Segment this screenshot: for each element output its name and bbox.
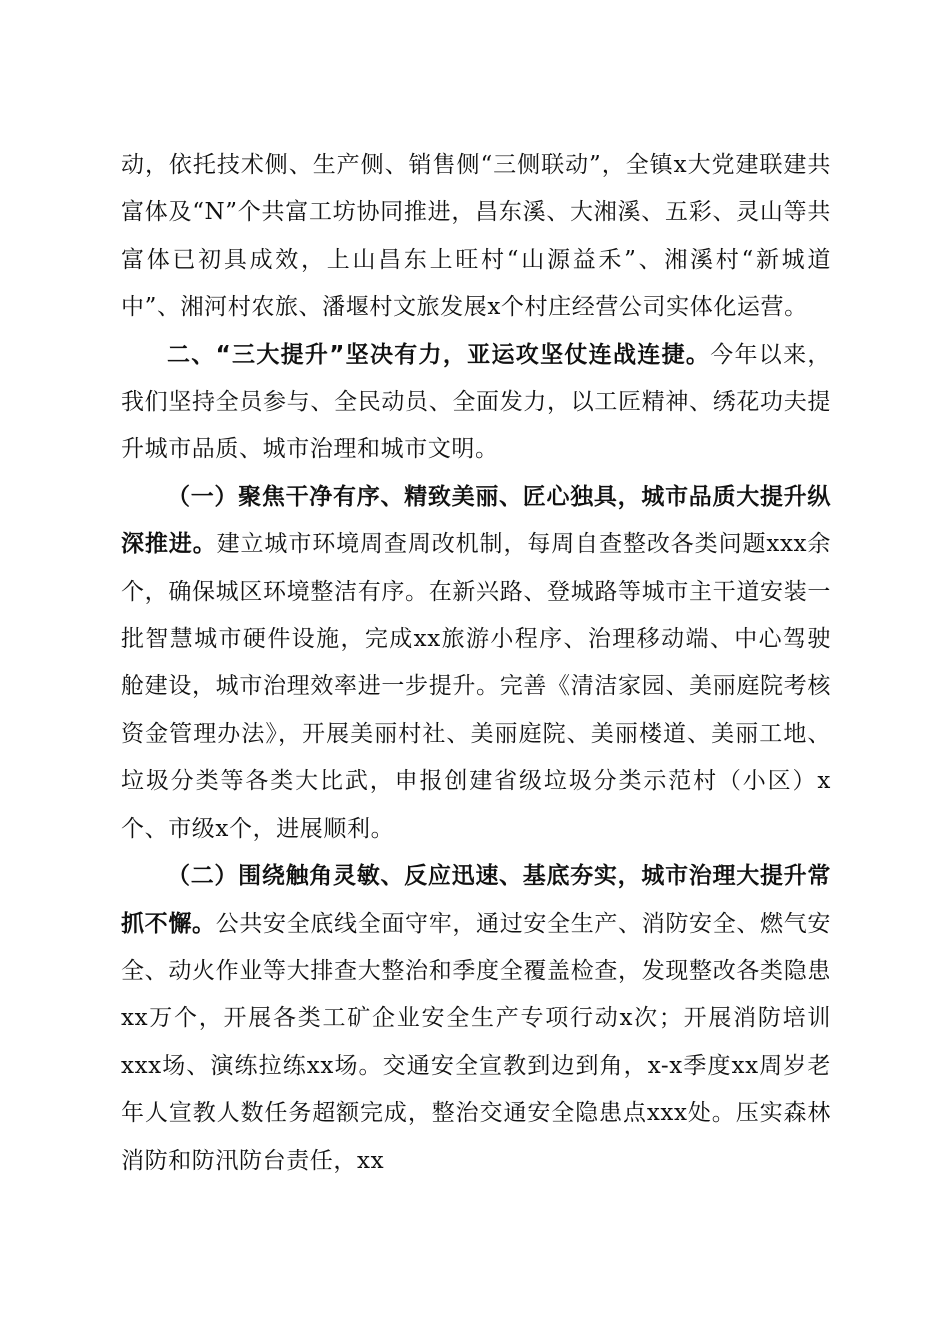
section-heading-2: 二、“三大提升”坚决有力，亚运攻坚仗连战连捷。: [167, 341, 711, 368]
paragraph-1-text: 动，依托技术侧、生产侧、销售侧“三侧联动”，全镇x大党建联建共富体及“N”个共富工坊协同推进，昌东溪、大湘溪、五彩、灵山等共富体已初具成效，上山昌东上旺村“山源益禾”、湘溪村“新城道中”、湘河村农旅、潘堰村文旅发展x个村庄经营公司实体化运营。: [121, 152, 831, 321]
paragraph-3-text: 建立城市环境周查周改机制，每周自查整改各类问题xxx余个，确保城区环境整洁有序。在新兴路、登城路等城市主干道安装一批智慧城市硬件设施，完成xx旅游小程序、治理移动端、中心驾驶舱建设，城市治理效率进一步提升。完善《清洁家园、美丽庭院考核资金管理办法》，开展美丽村社、美丽庭院、美丽楼道、美丽工地、垃圾分类等各类大比武，申报创建省级垃圾分类示范村（小区）x个、市级x个，进展顺利。: [121, 531, 831, 842]
paragraph-4-text: 公共安全底线全面守牢，通过安全生产、消防安全、燃气安全、动火作业等大排查大整治和季度全覆盖检查，发现整改各类隐患xx万个，开展各类工矿企业安全生产专项行动x次；开展消防培训xxx场、演练拉练xx场。交通安全宣教到边到角，x-x季度xx周岁老年人宣教人数任务超额完成，整治交通安全隐患点xxx处。压实森林消防和防汛防台责任，xx: [121, 910, 831, 1174]
paragraph-2: [121, 332, 831, 474]
paragraph-4: [121, 853, 831, 1185]
subsection-heading-1: （一）聚焦干净有序、精致美丽、匠心独具，城市品质大提升纵深推进。: [121, 483, 831, 558]
document-body: [121, 142, 831, 1185]
paragraph-1: [121, 142, 831, 332]
paragraph-3: [121, 474, 831, 853]
paragraph-2-text: 今年以来，我们坚持全员参与、全民动员、全面发力，以工匠精神、绣花功夫提升城市品质、城市治理和城市文明。: [121, 341, 831, 463]
subsection-heading-2: （二）围绕触角灵敏、反应迅速、基底夯实，城市治理大提升常抓不懈。: [121, 863, 831, 937]
